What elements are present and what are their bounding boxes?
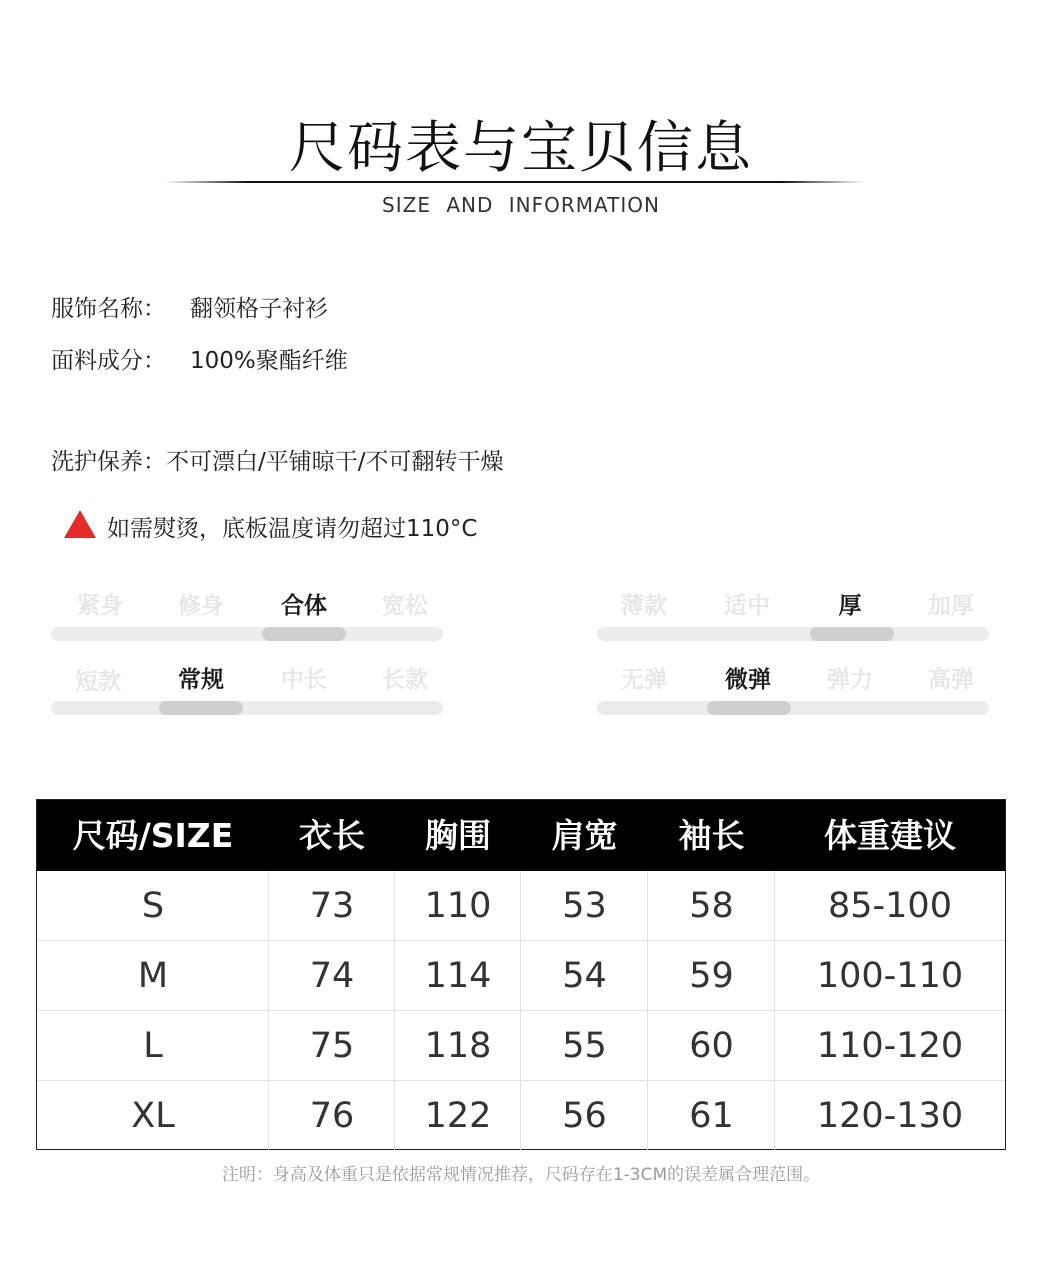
elasticity-option: 无弹 bbox=[621, 667, 667, 693]
thickness-option-selected: 厚 bbox=[838, 593, 862, 619]
fabric-row bbox=[51, 342, 348, 375]
cell-shoulder: 55 bbox=[562, 1026, 607, 1066]
cell-weight: 110-120 bbox=[816, 1026, 964, 1066]
cell-sleeve: 61 bbox=[689, 1096, 734, 1136]
fit-indicator bbox=[262, 627, 346, 641]
size-table bbox=[36, 799, 1006, 1150]
cell-shoulder: 56 bbox=[562, 1096, 607, 1136]
cell-weight: 85-100 bbox=[828, 886, 952, 926]
fit-track bbox=[51, 627, 443, 641]
title-divider bbox=[165, 181, 865, 183]
header-chest: 胸围 bbox=[425, 816, 491, 855]
cell-sleeve: 59 bbox=[689, 956, 734, 996]
cell-sleeve: 60 bbox=[689, 1026, 734, 1066]
cell-weight: 100-110 bbox=[816, 956, 964, 996]
table-row bbox=[37, 1081, 1005, 1151]
elasticity-indicator bbox=[707, 701, 791, 715]
fit-scale bbox=[51, 587, 443, 647]
cell-shoulder: 53 bbox=[562, 886, 607, 926]
table-row bbox=[37, 1011, 1005, 1081]
header-weight: 体重建议 bbox=[824, 816, 956, 855]
cell-size: M bbox=[137, 956, 169, 996]
table-row bbox=[37, 941, 1005, 1011]
page-subtitle: SIZE AND INFORMATION bbox=[382, 193, 660, 217]
cell-weight: 120-130 bbox=[816, 1096, 964, 1136]
cell-size: XL bbox=[131, 1096, 175, 1136]
cell-sleeve: 58 bbox=[689, 886, 734, 926]
cell-chest: 110 bbox=[424, 886, 492, 926]
length-indicator bbox=[159, 701, 243, 715]
length-option-selected: 常规 bbox=[178, 667, 224, 693]
warning-triangle-icon bbox=[64, 510, 96, 538]
care-label: 洗护保养： bbox=[51, 449, 166, 475]
fit-option-selected: 合体 bbox=[281, 593, 327, 619]
length-option: 短款 bbox=[75, 669, 121, 695]
cell-length: 75 bbox=[309, 1026, 355, 1066]
thickness-scale bbox=[597, 587, 989, 647]
length-option: 中长 bbox=[281, 667, 327, 693]
cell-length: 73 bbox=[309, 886, 355, 926]
fit-option: 宽松 bbox=[382, 593, 428, 619]
warning-text: 如需熨烫，底板温度请勿超过110°C bbox=[107, 516, 478, 542]
cell-length: 76 bbox=[309, 1096, 355, 1136]
elasticity-option: 弹力 bbox=[827, 667, 873, 693]
cell-chest: 114 bbox=[424, 956, 492, 996]
product-name-label: 服饰名称： bbox=[51, 296, 166, 322]
thickness-track bbox=[597, 627, 989, 641]
fit-option: 紧身 bbox=[77, 593, 123, 619]
page-title: 尺码表与宝贝信息 bbox=[289, 116, 753, 181]
fabric-label: 面料成分： bbox=[51, 348, 166, 374]
product-name-row bbox=[51, 290, 328, 323]
product-name-value: 翻领格子衬衫 bbox=[190, 296, 328, 322]
thickness-option: 加厚 bbox=[928, 593, 974, 619]
thickness-option: 适中 bbox=[724, 593, 770, 619]
thickness-indicator bbox=[810, 627, 894, 641]
elasticity-option-selected: 微弹 bbox=[725, 667, 771, 693]
header-length: 衣长 bbox=[299, 816, 365, 855]
cell-chest: 122 bbox=[424, 1096, 492, 1136]
cell-chest: 118 bbox=[424, 1026, 492, 1066]
cell-shoulder: 54 bbox=[562, 956, 607, 996]
care-row bbox=[51, 443, 504, 476]
elasticity-option: 高弹 bbox=[928, 667, 974, 693]
elasticity-track bbox=[597, 701, 989, 715]
length-scale bbox=[51, 661, 443, 721]
length-track bbox=[51, 701, 443, 715]
elasticity-scale bbox=[597, 661, 989, 721]
length-option: 长款 bbox=[382, 667, 428, 693]
care-value: 不可漂白/平铺晾干/不可翻转干燥 bbox=[166, 449, 504, 475]
thickness-option: 薄款 bbox=[621, 593, 667, 619]
size-disclaimer: 注明：身高及体重只是依据常规情况推荐，尺码存在1-3CM的误差属合理范围。 bbox=[221, 1165, 821, 1185]
size-table-header bbox=[37, 800, 1005, 871]
cell-size: L bbox=[143, 1026, 163, 1066]
fit-option: 修身 bbox=[178, 593, 224, 619]
cell-length: 74 bbox=[309, 956, 355, 996]
header-size: 尺码/SIZE bbox=[72, 816, 234, 855]
header-shoulder: 肩宽 bbox=[551, 816, 618, 855]
table-row bbox=[37, 871, 1005, 941]
cell-size: S bbox=[141, 886, 165, 926]
header-sleeve: 袖长 bbox=[678, 816, 745, 855]
fabric-value: 100%聚酯纤维 bbox=[190, 348, 348, 374]
